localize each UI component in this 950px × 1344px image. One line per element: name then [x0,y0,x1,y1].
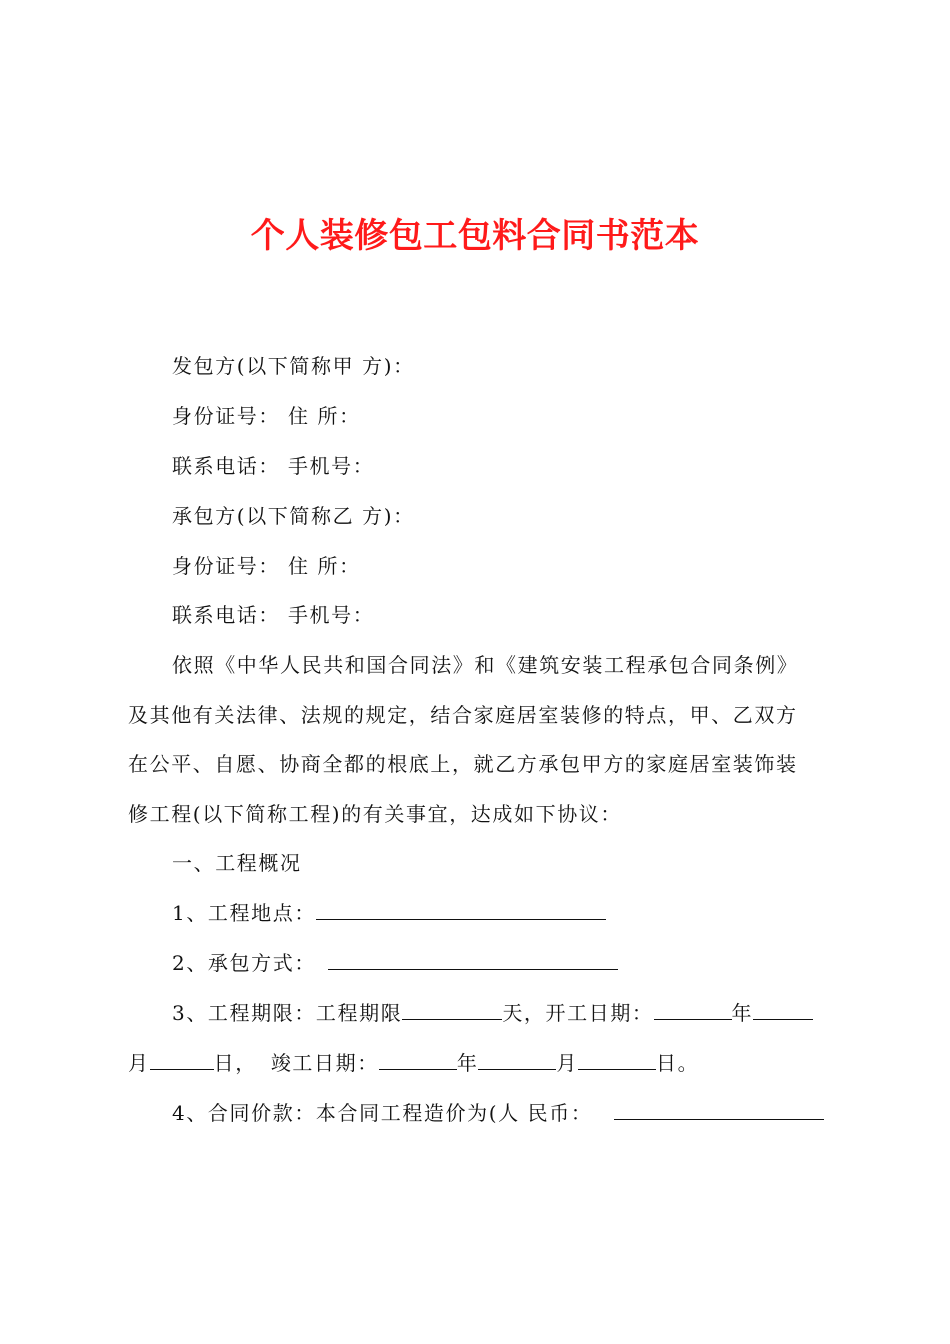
document-title: 个人装修包工包料合同书范本 [250,216,700,256]
end-day-blank [578,1049,656,1070]
method-blank [328,949,618,970]
item-3-end-year: 年 [456,1051,479,1075]
item-3-line-2 [128,1049,699,1077]
preamble-line-3: 在公平、自愿、协商全都的根底上，就乙方承包甲方的家庭居室装饰装 [128,752,798,776]
preamble-line-4: 修工程(以下简称工程)的有关事宜，达成如下协议： [128,802,623,826]
item-4-label: 4、合同价款：本合同工程造价为(人 民币： [172,1101,593,1125]
start-day-blank [150,1049,214,1070]
days-blank [402,999,502,1020]
item-3-day: 日， [213,1051,257,1075]
item-3-label: 3、工程期限：工程期限 [172,1001,403,1025]
end-month-blank [478,1049,556,1070]
item-3-start-label: 天，开工日期： [502,1001,654,1025]
party-a-phones: 联系电话： 手机号： [172,454,375,478]
party-b-phones: 联系电话： 手机号： [172,603,375,627]
item-3-end-month: 月 [556,1051,579,1075]
section-1-heading: 一、工程概况 [172,851,302,875]
item-3-year: 年 [731,1001,754,1025]
preamble-line-1: 依照《中华人民共和国合同法》和《建筑安装工程承包合同条例》 [172,653,799,677]
item-1-label: 1、工程地点： [172,901,316,925]
item-3-end-label: 竣工日期： [270,1051,379,1075]
party-b-id-address: 身份证号： 住 所： [172,554,361,578]
item-2-label: 2、承包方式： [172,951,316,975]
item-3-end-day: 日。 [656,1051,700,1075]
end-year-blank [379,1049,457,1070]
item-1-line [172,899,606,927]
item-3-line-1 [172,999,813,1027]
start-month-blank [753,999,813,1020]
item-2-line [172,949,618,977]
start-year-blank [654,999,732,1020]
item-4-line [172,1099,824,1127]
party-a-id-address: 身份证号： 住 所： [172,404,361,428]
price-blank [614,1099,824,1120]
preamble-line-2: 及其他有关法律、法规的规定，结合家庭居室装修的特点，甲、乙双方 [128,703,798,727]
party-a-heading: 发包方(以下简称甲 方)： [172,354,415,378]
item-3-month: 月 [128,1051,150,1075]
party-b-heading: 承包方(以下简称乙 方)： [172,504,415,528]
site-blank [316,899,606,920]
